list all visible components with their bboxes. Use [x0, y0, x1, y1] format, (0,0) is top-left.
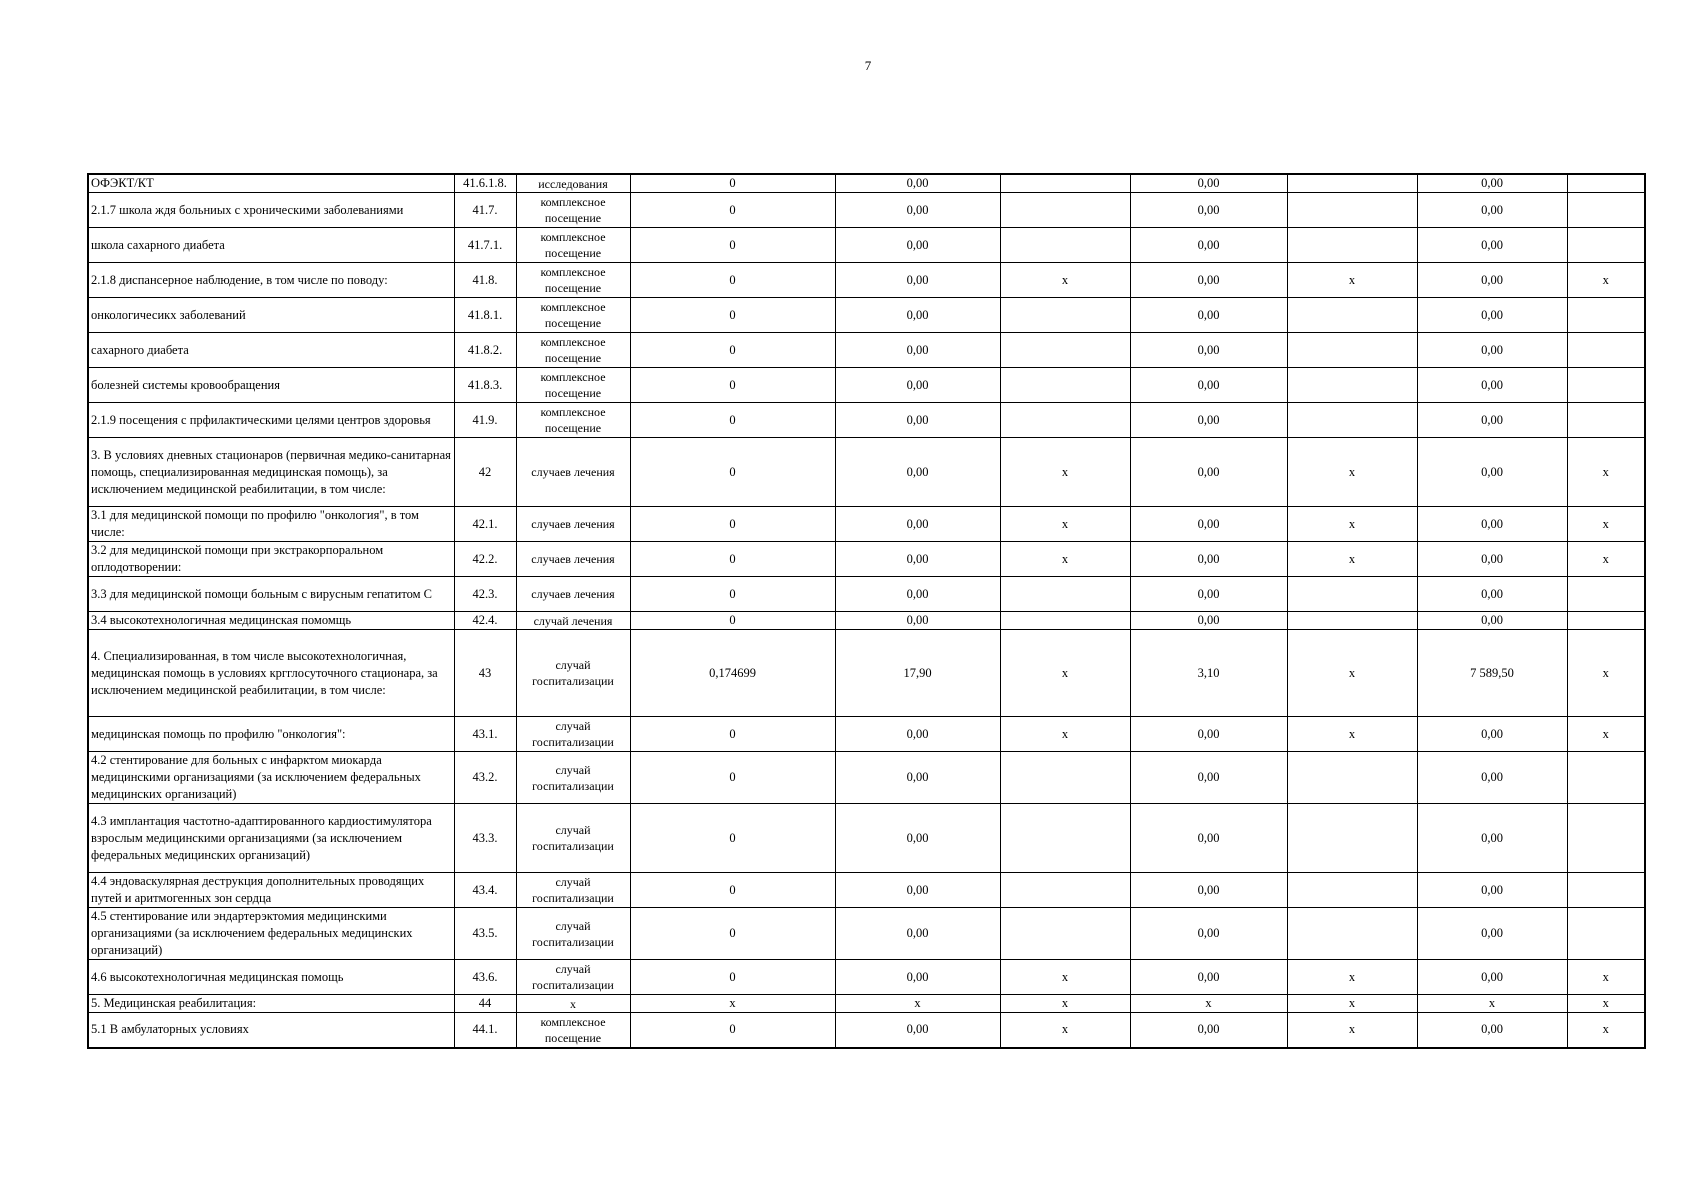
value-cell-1: 0 — [630, 263, 835, 298]
unit-cell: х — [516, 995, 630, 1013]
value-cell-5 — [1287, 193, 1417, 228]
value-cell-1: 0 — [630, 612, 835, 630]
name-cell: 4.5 стентирование или эндартерэктомия медицинскими организациями (за исключением федеральных медицинских организаций) — [88, 908, 454, 960]
unit-cell: исследования — [516, 174, 630, 193]
value-cell-1: 0 — [630, 368, 835, 403]
code-cell: 41.9. — [454, 403, 516, 438]
value-cell-3 — [1000, 174, 1130, 193]
value-cell-4: 0,00 — [1130, 333, 1287, 368]
value-cell-1: 0 — [630, 298, 835, 333]
value-cell-1: 0 — [630, 1013, 835, 1048]
value-cell-5 — [1287, 298, 1417, 333]
value-cell-5 — [1287, 368, 1417, 403]
name-cell: 5. Медицинская реабилитация: — [88, 995, 454, 1013]
value-cell-1: 0 — [630, 960, 835, 995]
value-cell-4: 0,00 — [1130, 368, 1287, 403]
value-cell-2: 0,00 — [835, 752, 1000, 804]
value-cell-7 — [1567, 368, 1645, 403]
name-cell: 4. Специализированная, в том числе высокотехнологичная, медицинская помощь в условиях кргглосуточного стационара, за исключением медицинской реабилитации, в том числе: — [88, 630, 454, 717]
value-cell-5 — [1287, 174, 1417, 193]
value-cell-1: 0 — [630, 333, 835, 368]
code-cell: 44 — [454, 995, 516, 1013]
value-cell-2: 0,00 — [835, 804, 1000, 873]
value-cell-2: 0,00 — [835, 263, 1000, 298]
name-cell: болезней системы кровообращения — [88, 368, 454, 403]
value-cell-2: 17,90 — [835, 630, 1000, 717]
code-cell: 42.4. — [454, 612, 516, 630]
value-cell-6: 0,00 — [1417, 174, 1567, 193]
value-cell-5: х — [1287, 1013, 1417, 1048]
table-row — [88, 298, 1645, 333]
code-cell: 41.8.1. — [454, 298, 516, 333]
value-cell-3 — [1000, 193, 1130, 228]
name-cell: 4.2 стентирование для больных с инфарктом миокарда медицинскими организациями (за исключением федеральных медицинских организаций) — [88, 752, 454, 804]
unit-cell: комплексное посещение — [516, 228, 630, 263]
value-cell-6: 0,00 — [1417, 908, 1567, 960]
value-cell-5 — [1287, 228, 1417, 263]
code-cell: 41.7. — [454, 193, 516, 228]
value-cell-4: 0,00 — [1130, 1013, 1287, 1048]
code-cell: 42.2. — [454, 542, 516, 577]
table-row — [88, 542, 1645, 577]
value-cell-7 — [1567, 298, 1645, 333]
unit-cell: случаев лечения — [516, 438, 630, 507]
value-cell-4: 3,10 — [1130, 630, 1287, 717]
code-cell: 41.8.2. — [454, 333, 516, 368]
value-cell-1: 0 — [630, 403, 835, 438]
value-cell-1: 0 — [630, 542, 835, 577]
value-cell-4: 0,00 — [1130, 873, 1287, 908]
table-row — [88, 368, 1645, 403]
value-cell-7: х — [1567, 995, 1645, 1013]
value-cell-6: 0,00 — [1417, 752, 1567, 804]
value-cell-2: 0,00 — [835, 368, 1000, 403]
value-cell-6: 0,00 — [1417, 1013, 1567, 1048]
value-cell-5 — [1287, 908, 1417, 960]
value-cell-5 — [1287, 577, 1417, 612]
value-cell-6: 0,00 — [1417, 333, 1567, 368]
value-cell-3 — [1000, 612, 1130, 630]
value-cell-6: 0,00 — [1417, 542, 1567, 577]
table-row — [88, 174, 1645, 193]
code-cell: 41.8.3. — [454, 368, 516, 403]
value-cell-3: х — [1000, 438, 1130, 507]
code-cell: 43.3. — [454, 804, 516, 873]
value-cell-2: 0,00 — [835, 403, 1000, 438]
value-cell-1: 0 — [630, 438, 835, 507]
value-cell-2: 0,00 — [835, 1013, 1000, 1048]
unit-cell: комплексное посещение — [516, 403, 630, 438]
value-cell-5: х — [1287, 630, 1417, 717]
table-row — [88, 995, 1645, 1013]
unit-cell: комплексное посещение — [516, 263, 630, 298]
value-cell-5 — [1287, 752, 1417, 804]
table-row — [88, 228, 1645, 263]
value-cell-3: х — [1000, 960, 1130, 995]
value-cell-6: 0,00 — [1417, 193, 1567, 228]
unit-cell: случаев лечения — [516, 542, 630, 577]
name-cell: 4.3 имплантация частотно-адаптированного кардиостимулятора взрослым медицинскими организациями (за исключением федеральных медицинских организаций) — [88, 804, 454, 873]
value-cell-2: 0,00 — [835, 193, 1000, 228]
table-row — [88, 263, 1645, 298]
value-cell-4: 0,00 — [1130, 717, 1287, 752]
value-cell-1: 0 — [630, 228, 835, 263]
code-cell: 43 — [454, 630, 516, 717]
value-cell-1: 0 — [630, 577, 835, 612]
value-cell-7: х — [1567, 438, 1645, 507]
value-cell-3 — [1000, 228, 1130, 263]
value-cell-3 — [1000, 873, 1130, 908]
value-cell-7 — [1567, 333, 1645, 368]
value-cell-2: 0,00 — [835, 873, 1000, 908]
table-row — [88, 1013, 1645, 1048]
name-cell: 5.1 В амбулаторных условиях — [88, 1013, 454, 1048]
name-cell: медицинская помощь по профилю "онкология": — [88, 717, 454, 752]
unit-cell: случаев лечения — [516, 577, 630, 612]
value-cell-6: 7 589,50 — [1417, 630, 1567, 717]
value-cell-6: х — [1417, 995, 1567, 1013]
name-cell: 2.1.7 школа ждя больниых с хроническими заболеваниями — [88, 193, 454, 228]
name-cell: 3.4 высокотехнологичная медицинская помомщь — [88, 612, 454, 630]
value-cell-3: х — [1000, 507, 1130, 542]
value-cell-5 — [1287, 612, 1417, 630]
unit-cell: случай госпитализации — [516, 752, 630, 804]
value-cell-3: х — [1000, 995, 1130, 1013]
unit-cell: случай госпитализации — [516, 630, 630, 717]
value-cell-7 — [1567, 228, 1645, 263]
code-cell: 43.1. — [454, 717, 516, 752]
value-cell-2: х — [835, 995, 1000, 1013]
value-cell-2: 0,00 — [835, 438, 1000, 507]
value-cell-6: 0,00 — [1417, 612, 1567, 630]
value-cell-3 — [1000, 908, 1130, 960]
name-cell: 2.1.9 посещения с прфилактическими целями центров здоровья — [88, 403, 454, 438]
value-cell-5 — [1287, 873, 1417, 908]
name-cell: 3.1 для медицинской помощи по профилю "онкология", в том числе: — [88, 507, 454, 542]
code-cell: 41.8. — [454, 263, 516, 298]
value-cell-6: 0,00 — [1417, 577, 1567, 612]
code-cell: 41.6.1.8. — [454, 174, 516, 193]
name-cell: ОФЭКТ/КТ — [88, 174, 454, 193]
value-cell-4: 0,00 — [1130, 804, 1287, 873]
value-cell-6: 0,00 — [1417, 263, 1567, 298]
value-cell-7 — [1567, 752, 1645, 804]
value-cell-7 — [1567, 174, 1645, 193]
value-cell-7: х — [1567, 630, 1645, 717]
value-cell-3 — [1000, 333, 1130, 368]
value-cell-6: 0,00 — [1417, 873, 1567, 908]
value-cell-1: 0 — [630, 908, 835, 960]
value-cell-5: х — [1287, 438, 1417, 507]
value-cell-4: 0,00 — [1130, 612, 1287, 630]
value-cell-2: 0,00 — [835, 298, 1000, 333]
value-cell-5: х — [1287, 263, 1417, 298]
unit-cell: случай лечения — [516, 612, 630, 630]
code-cell: 42 — [454, 438, 516, 507]
value-cell-1: 0,174699 — [630, 630, 835, 717]
value-cell-4: 0,00 — [1130, 908, 1287, 960]
value-cell-5 — [1287, 403, 1417, 438]
code-cell: 42.3. — [454, 577, 516, 612]
value-cell-2: 0,00 — [835, 542, 1000, 577]
unit-cell: случай госпитализации — [516, 717, 630, 752]
name-cell: 4.6 высокотехнологичная медицинская помощь — [88, 960, 454, 995]
value-cell-2: 0,00 — [835, 717, 1000, 752]
value-cell-5: х — [1287, 507, 1417, 542]
value-cell-6: 0,00 — [1417, 298, 1567, 333]
name-cell: сахарного диабета — [88, 333, 454, 368]
code-cell: 41.7.1. — [454, 228, 516, 263]
value-cell-6: 0,00 — [1417, 717, 1567, 752]
value-cell-3 — [1000, 298, 1130, 333]
value-cell-3: х — [1000, 630, 1130, 717]
value-cell-5 — [1287, 333, 1417, 368]
value-cell-3: х — [1000, 263, 1130, 298]
value-cell-2: 0,00 — [835, 174, 1000, 193]
code-cell: 43.4. — [454, 873, 516, 908]
table-row — [88, 438, 1645, 507]
value-cell-4: 0,00 — [1130, 577, 1287, 612]
value-cell-7: х — [1567, 507, 1645, 542]
value-cell-3: х — [1000, 1013, 1130, 1048]
value-cell-2: 0,00 — [835, 507, 1000, 542]
value-cell-6: 0,00 — [1417, 228, 1567, 263]
name-cell: 3.3 для медицинской помощи больным с вирусным гепатитом С — [88, 577, 454, 612]
table-row — [88, 873, 1645, 908]
value-cell-4: 0,00 — [1130, 298, 1287, 333]
table-row — [88, 193, 1645, 228]
value-cell-3 — [1000, 804, 1130, 873]
table-body — [88, 174, 1645, 1048]
value-cell-4: х — [1130, 995, 1287, 1013]
value-cell-7: х — [1567, 542, 1645, 577]
value-cell-5: х — [1287, 717, 1417, 752]
value-cell-4: 0,00 — [1130, 228, 1287, 263]
value-cell-4: 0,00 — [1130, 193, 1287, 228]
unit-cell: случай госпитализации — [516, 873, 630, 908]
unit-cell: случай госпитализации — [516, 960, 630, 995]
table-row — [88, 507, 1645, 542]
value-cell-4: 0,00 — [1130, 507, 1287, 542]
value-cell-3: х — [1000, 542, 1130, 577]
value-cell-2: 0,00 — [835, 908, 1000, 960]
code-cell: 42.1. — [454, 507, 516, 542]
unit-cell: комплексное посещение — [516, 333, 630, 368]
value-cell-2: 0,00 — [835, 960, 1000, 995]
table-row — [88, 960, 1645, 995]
value-cell-4: 0,00 — [1130, 174, 1287, 193]
name-cell: 3. В условиях дневных стационаров (первичная медико-санитарная помощь, специализированная медицинская помощь), за исключением медицинской реабилитации, в том числе: — [88, 438, 454, 507]
value-cell-3 — [1000, 368, 1130, 403]
table-row — [88, 752, 1645, 804]
value-cell-6: 0,00 — [1417, 368, 1567, 403]
code-cell: 43.6. — [454, 960, 516, 995]
unit-cell: комплексное посещение — [516, 368, 630, 403]
value-cell-2: 0,00 — [835, 612, 1000, 630]
value-cell-2: 0,00 — [835, 577, 1000, 612]
value-cell-1: 0 — [630, 873, 835, 908]
value-cell-1: х — [630, 995, 835, 1013]
value-cell-3 — [1000, 752, 1130, 804]
unit-cell: комплексное посещение — [516, 1013, 630, 1048]
unit-cell: случай госпитализации — [516, 908, 630, 960]
value-cell-7: х — [1567, 263, 1645, 298]
value-cell-4: 0,00 — [1130, 403, 1287, 438]
value-cell-7 — [1567, 908, 1645, 960]
value-cell-1: 0 — [630, 174, 835, 193]
value-cell-7 — [1567, 403, 1645, 438]
value-cell-4: 0,00 — [1130, 263, 1287, 298]
value-cell-1: 0 — [630, 804, 835, 873]
name-cell: 4.4 эндоваскулярная деструкция дополнительных проводящих путей и аритмогенных зон сердца — [88, 873, 454, 908]
value-cell-3: х — [1000, 717, 1130, 752]
unit-cell: комплексное посещение — [516, 298, 630, 333]
value-cell-5: х — [1287, 542, 1417, 577]
value-cell-4: 0,00 — [1130, 438, 1287, 507]
unit-cell: случай госпитализации — [516, 804, 630, 873]
code-cell: 44.1. — [454, 1013, 516, 1048]
value-cell-6: 0,00 — [1417, 804, 1567, 873]
code-cell: 43.2. — [454, 752, 516, 804]
value-cell-5: х — [1287, 960, 1417, 995]
value-cell-1: 0 — [630, 193, 835, 228]
value-cell-7: х — [1567, 717, 1645, 752]
value-cell-7 — [1567, 577, 1645, 612]
value-cell-2: 0,00 — [835, 333, 1000, 368]
value-cell-7 — [1567, 804, 1645, 873]
value-cell-7 — [1567, 193, 1645, 228]
name-cell: школа сахарного диабета — [88, 228, 454, 263]
value-cell-4: 0,00 — [1130, 542, 1287, 577]
code-cell: 43.5. — [454, 908, 516, 960]
table-row — [88, 403, 1645, 438]
table-row — [88, 717, 1645, 752]
value-cell-6: 0,00 — [1417, 507, 1567, 542]
value-cell-1: 0 — [630, 507, 835, 542]
value-cell-4: 0,00 — [1130, 960, 1287, 995]
name-cell: онкологичесикх заболеваний — [88, 298, 454, 333]
value-cell-7: х — [1567, 960, 1645, 995]
value-cell-1: 0 — [630, 717, 835, 752]
value-cell-3 — [1000, 403, 1130, 438]
table-row — [88, 804, 1645, 873]
table-row — [88, 908, 1645, 960]
value-cell-7 — [1567, 873, 1645, 908]
value-cell-5: х — [1287, 995, 1417, 1013]
value-cell-4: 0,00 — [1130, 752, 1287, 804]
value-cell-6: 0,00 — [1417, 960, 1567, 995]
table-row — [88, 612, 1645, 630]
table-row — [88, 577, 1645, 612]
data-table — [87, 173, 1646, 1049]
name-cell: 3.2 для медицинской помощи при экстракорпоральном оплодотворении: — [88, 542, 454, 577]
value-cell-5 — [1287, 804, 1417, 873]
value-cell-7 — [1567, 612, 1645, 630]
page-number: 7 — [864, 58, 872, 73]
unit-cell: случаев лечения — [516, 507, 630, 542]
value-cell-3 — [1000, 577, 1130, 612]
unit-cell: комплексное посещение — [516, 193, 630, 228]
value-cell-6: 0,00 — [1417, 403, 1567, 438]
value-cell-2: 0,00 — [835, 228, 1000, 263]
table-row — [88, 630, 1645, 717]
table-row — [88, 333, 1645, 368]
value-cell-6: 0,00 — [1417, 438, 1567, 507]
value-cell-7: х — [1567, 1013, 1645, 1048]
value-cell-1: 0 — [630, 752, 835, 804]
name-cell: 2.1.8 диспансерное наблюдение, в том числе по поводу: — [88, 263, 454, 298]
